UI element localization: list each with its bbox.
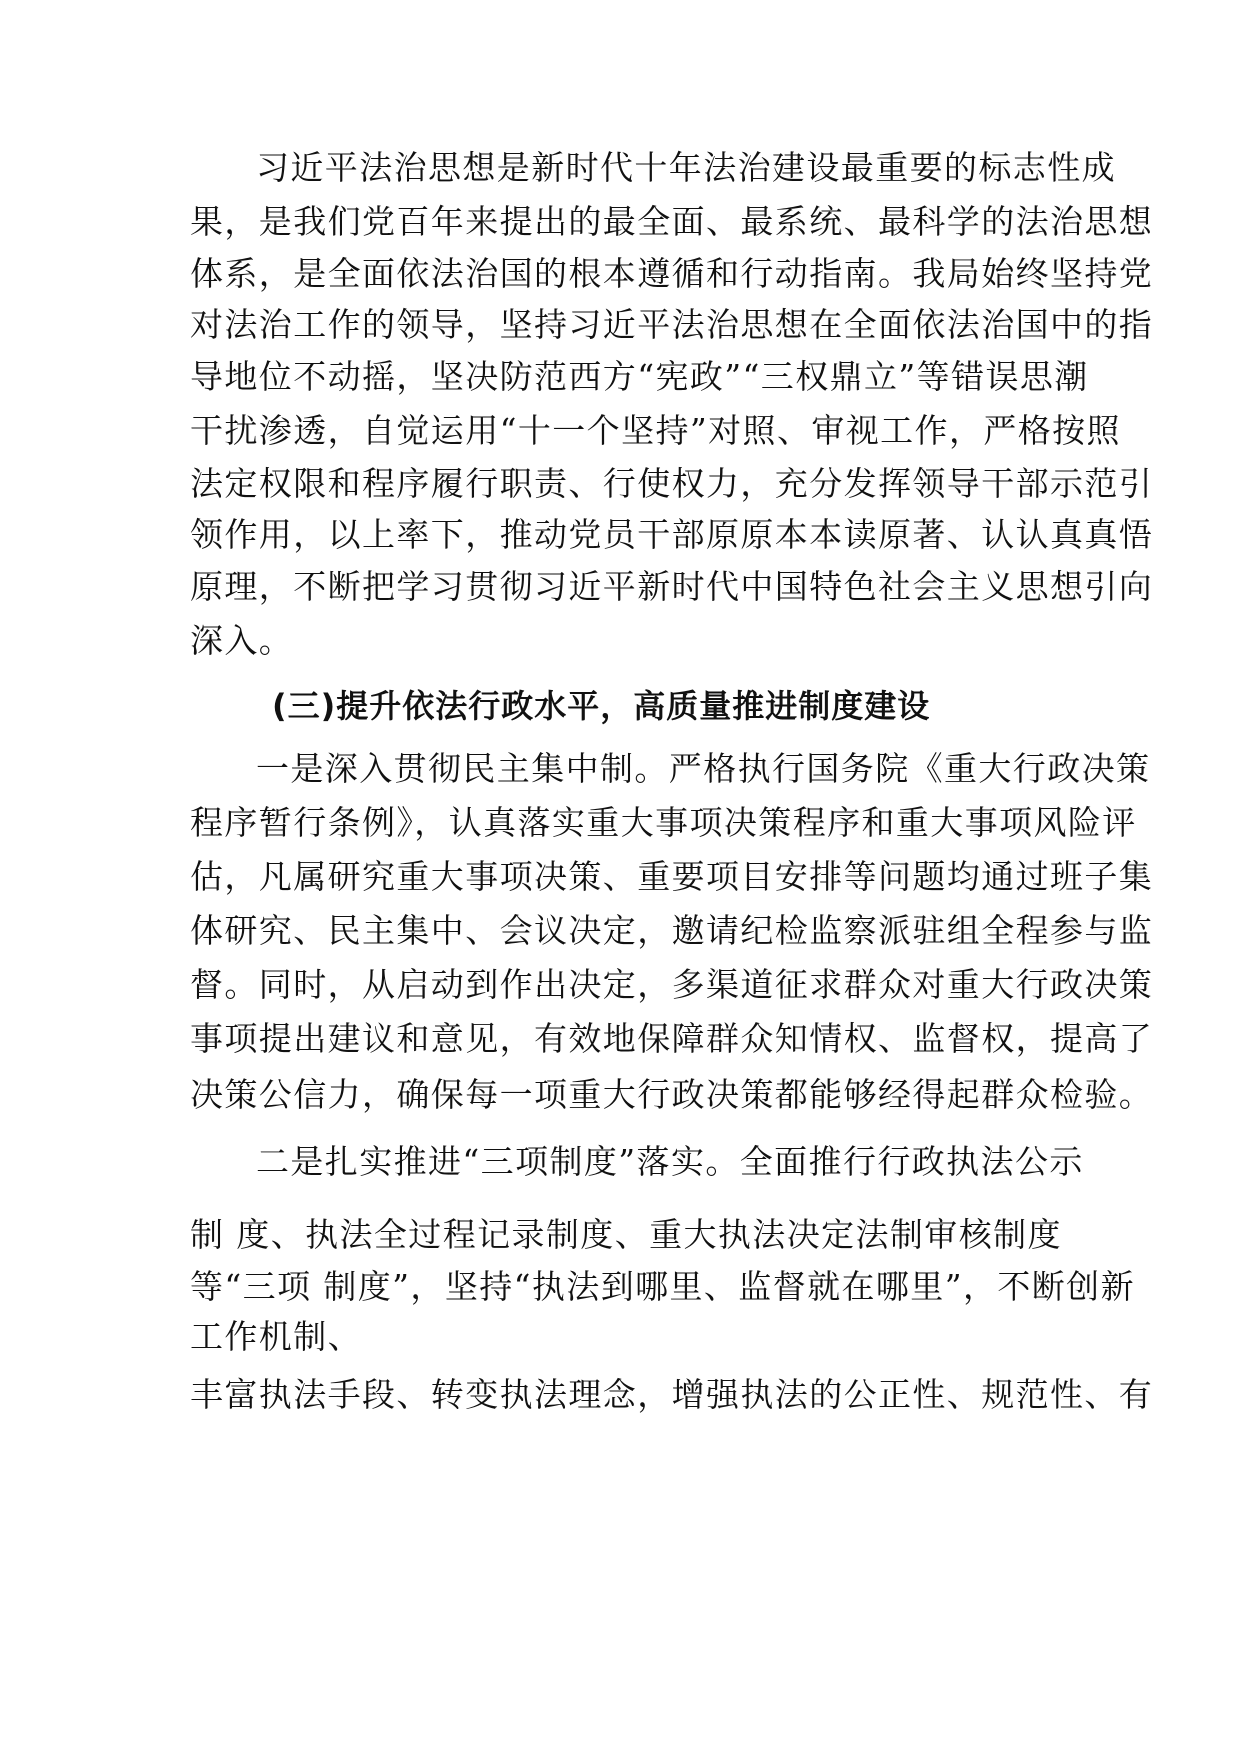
- text-line: 一是深入贯彻民主集中制。严格执行国务院《重大行政决策: [256, 749, 1151, 788]
- text-line: 制 度、执法全过程记录制度、重大执法决定法制审核制度: [190, 1215, 1062, 1254]
- text-line: 估，凡属研究重大事项决策、重要项目安排等问题均通过班子集: [190, 857, 1154, 896]
- text-line: 丰富执法手段、转变执法理念，增强执法的公正性、规范性、有: [190, 1375, 1154, 1414]
- text-line: 程序暂行条例》，认真落实重大事项决策程序和重大事项风险评: [190, 803, 1137, 842]
- text-line: 决策公信力，确保每一项重大行政决策都能够经得起群众检验。: [190, 1075, 1154, 1114]
- text-line: 等“三项 制度”，坚持“执法到哪里、监督就在哪里”，不断创新: [190, 1267, 1135, 1306]
- text-line: 干扰渗透，自觉运用“十一个坚持”对照、审视工作，严格按照: [190, 411, 1121, 450]
- text-line: 深入。: [190, 621, 294, 660]
- text-line: 果，是我们党百年来提出的最全面、最系统、最科学的法治思想: [190, 202, 1154, 241]
- text-line: 领作用，以上率下，推动党员干部原原本本读原著、认认真真悟: [190, 515, 1154, 554]
- text-line: 原理，不断把学习贯彻习近平新时代中国特色社会主义思想引向: [190, 567, 1154, 606]
- text-line: 法定权限和程序履行职责、行使权力，充分发挥领导干部示范引: [190, 464, 1154, 503]
- text-line: 二是扎实推进“三项制度”落实。全面推行行政执法公示: [256, 1142, 1084, 1181]
- text-line: 工作机制、: [190, 1317, 362, 1356]
- text-line: 体研究、民主集中、会议决定，邀请纪检监察派驻组全程参与监: [190, 911, 1154, 950]
- section-heading: (三)提升依法行政水平，高质量推进制度建设: [272, 687, 931, 725]
- text-line: 习近平法治思想是新时代十年法治建设最重要的标志性成: [256, 148, 1116, 187]
- text-line: 体系，是全面依法治国的根本遵循和行动指南。我局始终坚持党: [190, 254, 1154, 293]
- text-line: 对法治工作的领导，坚持习近平法治思想在全面依法治国中的指: [190, 305, 1154, 344]
- text-line: 导地位不动摇，坚决防范西方“宪政”“三权鼎立”等错误思潮: [190, 357, 1089, 396]
- text-line: 督。同时，从启动到作出决定，多渠道征求群众对重大行政决策: [190, 965, 1154, 1004]
- text-line: 事项提出建议和意见，有效地保障群众知情权、监督权，提高了: [190, 1019, 1154, 1058]
